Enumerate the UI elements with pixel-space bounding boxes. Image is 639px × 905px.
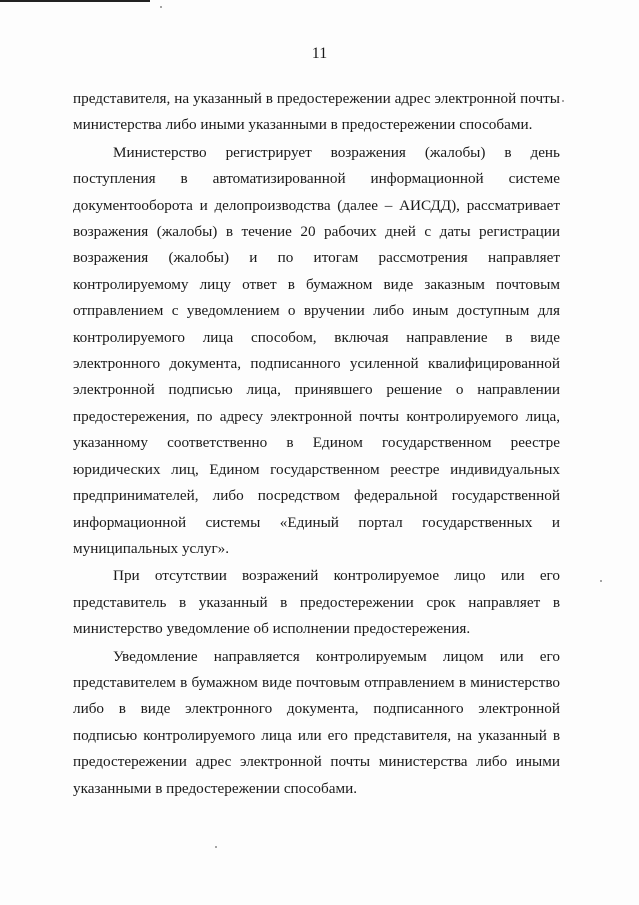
scan-speck xyxy=(562,100,564,102)
scan-speck xyxy=(215,846,217,848)
page-number: 11 xyxy=(311,45,328,62)
paragraph-notification: Уведомление направляется контролируемым лицом или его представителем в бумажном виде почтовым отправлением в министерство либо в виде электронного документа, подписанного электронной подписью контролируемого лица или его представителя, на указанный в предостережении адрес электронной почты министерства либо иными указанными в предостережении способами. xyxy=(73,647,560,797)
paragraph-continuation: представителя, на указанный в предостережении адрес электронной почты министерства либо иными указанными в предостережении способами. xyxy=(73,90,560,134)
top-edge-rule xyxy=(0,0,150,2)
paragraph-registration-of-objections: Министерство регистрирует возражения (жалобы) в день поступления в автоматизированной информационной системе документооборота и делопроизводства (далее – АИСДД), рассматривает возражения (жалобы) в течение 20 рабочих дней с даты регистрации возражения (жалобы) и по итогам рассмотрения направляет контролируемому лицу ответ в бумажном виде заказным почтовым отправлением с уведомлением о вручении либо иным доступным для контролируемого лица способом, включая направление в виде электронного документа, подписанного усиленной квалифицированной электронной подписью лица, принявшего решение о направлении предостережения, по адресу электронной почты контролируемого лица, указанному соответственно в Едином государственном реестре юридических лиц, Едином государственном реестре индивидуальных предпринимателей, либо посредством федеральной государственной информационной системы «Единый портал государственных и муниципальных услуг». xyxy=(73,143,560,557)
body-text xyxy=(73,86,560,802)
paragraph-no-objections: При отсутствии возражений контролируемое лицо или его представитель в указанный в предостережении срок направляет в министерство уведомление об исполнении предостережения. xyxy=(73,567,560,638)
scan-speck xyxy=(600,580,602,582)
scan-speck xyxy=(160,6,162,8)
